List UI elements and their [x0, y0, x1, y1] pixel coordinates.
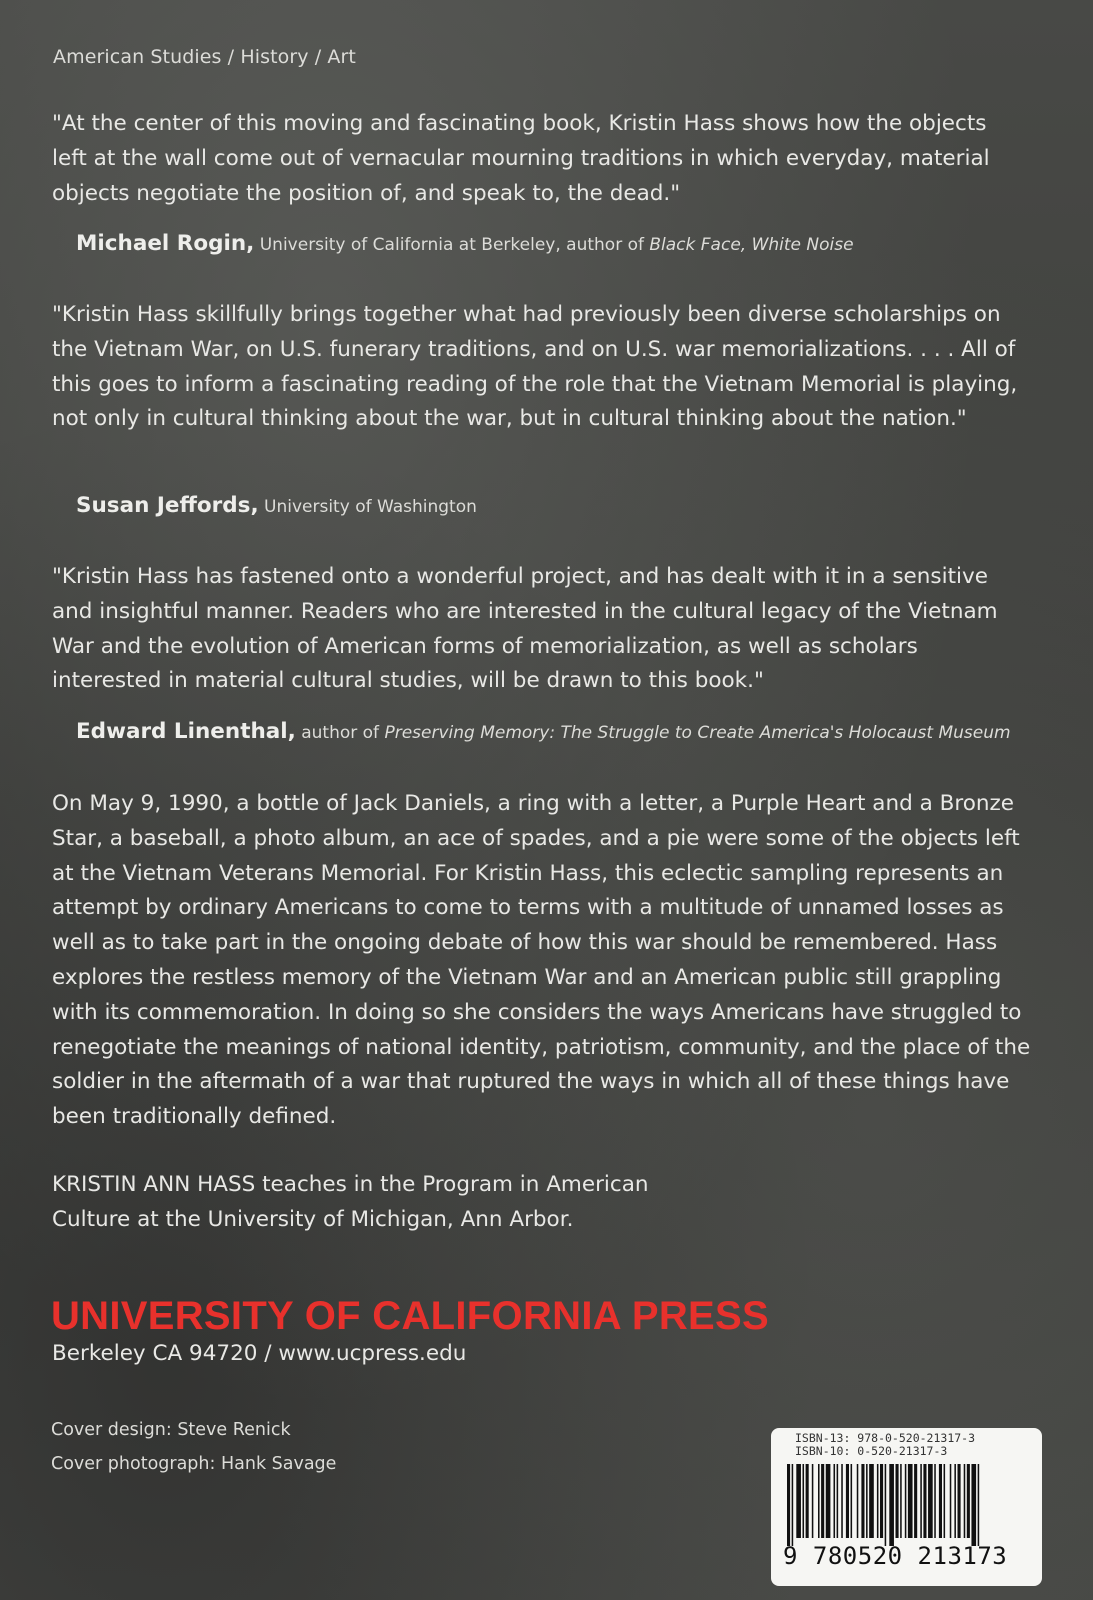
author-bio: KRISTIN ANN HASS teaches in the Program in American Culture at the University of Michigan, Ann Arbor.	[52, 1172, 649, 1232]
cover-photo-credit: Cover photograph: Hank Savage	[51, 1454, 337, 1474]
blurb-attribution-2	[76, 493, 1066, 518]
barcode-digits: 9 780520 213173	[783, 1542, 1008, 1570]
cover-design-credit: Cover design: Steve Renick	[51, 1420, 291, 1440]
blurb-quote-2: "Kristin Hass skillfully brings together what had previously been diverse scholarships on the Vietnam War, on U.S. funerary traditions, and on U.S. war memorializations. . . . All of this goes to inform a fascinating reading of the role that the Vietnam Memorial is playing, not only in cultural thinking about the war, but in cultural thinking about the nation."	[52, 302, 1018, 432]
blurb-author-name: Edward Linenthal,	[76, 719, 296, 744]
blurb-author-affiliation: University of Washington	[258, 497, 477, 517]
blurb-author-work: Preserving Memory: The Struggle to Create America's Holocaust Museum	[384, 723, 1011, 743]
isbn-10: ISBN-10: 0-520-21317-3	[795, 1444, 948, 1458]
isbn-13: ISBN-13: 978-0-520-21317-3	[795, 1431, 976, 1445]
blurb-author-affiliation: University of California at Berkeley, author of	[254, 235, 650, 255]
blurb-author-name: Michael Rogin,	[76, 231, 255, 256]
blurb-author-affiliation: author of	[295, 723, 385, 743]
blurb-attribution-1	[76, 231, 1066, 256]
publisher-name: UNIVERSITY OF CALIFORNIA PRESS	[51, 1294, 769, 1338]
barcode-bars-icon	[783, 1464, 1030, 1546]
book-description: On May 9, 1990, a bottle of Jack Daniels, a ring with a letter, a Purple Heart and a Bronze Star, a baseball, a photo album, an ace of spades, and a pie were some of the objects left at the Vietnam Veterans Memorial. For Kristin Hass, this eclectic sampling represents an attempt by ordinary Americans to come to terms with a multitude of unnamed losses as well as to take part in the ongoing debate of how this war should be remembered. Hass explores the restless memory of the Vietnam War and an American public still grappling with its commemoration. In doing so she considers the ways Americans have struggled to renegotiate the meanings of national identity, patriotism, community, and the place of the soldier in the aftermath of a war that ruptured the ways in which all of these things have been traditionally defined.	[52, 791, 1031, 1130]
publisher-address: Berkeley CA 94720 / www.ucpress.edu	[52, 1341, 467, 1366]
subject-category: American Studies / History / Art	[53, 46, 356, 68]
blurb-attribution-3	[76, 719, 1066, 744]
blurb-quote-3: "Kristin Hass has fastened onto a wonderful project, and has dealt with it in a sensitive and insightful manner. Readers who are interested in the cultural legacy of the Vietnam War and the evolution of American forms of memorialization, as well as scholars interested in material cultural studies, will be drawn to this book."	[52, 564, 998, 694]
blurb-author-name: Susan Jeffords,	[76, 493, 259, 518]
blurb-author-work: Black Face, White Noise	[649, 235, 854, 255]
blurb-quote-1: "At the center of this moving and fascinating book, Kristin Hass shows how the objects left at the wall come out of vernacular mourning traditions in which everyday, material objects negotiate the position of, and speak to, the dead."	[52, 111, 990, 206]
isbn-barcode	[771, 1428, 1042, 1586]
cover-credits	[51, 1413, 336, 1481]
